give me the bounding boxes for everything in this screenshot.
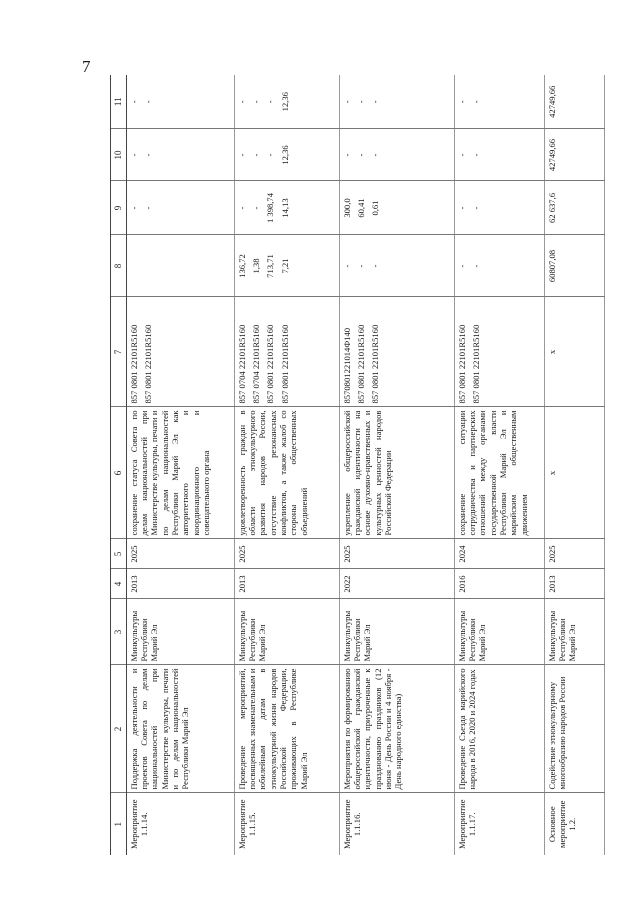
responsible-executor: Минкультуры Республики Марий Эл [454,599,544,665]
budget-code: 857 0704 22101R5160 [236,324,247,404]
amount-value: 12,36 [279,145,290,165]
budget-code: 857 0801 22101R5160 [370,324,381,404]
budget-code: 857 0801 22101R5160 [279,324,290,404]
amount-value: - [341,153,352,157]
header-col-6: 6 [111,407,127,539]
amount-value: - [456,100,467,104]
amount-value: - [236,100,247,104]
amount-value: - [341,264,352,268]
column-number-header [111,75,127,855]
header-col-1: 1 [111,793,127,855]
start-year: 2022 [339,569,454,599]
amount-value: - [356,153,367,157]
amount-value: - [356,264,367,268]
amount-col-11 [234,75,339,129]
amount-value: - [128,206,139,210]
budget-code: 857 0801 22101R5160 [356,324,367,404]
activity-name: Поддержка деятельности и проектов Совета по делам национальностей при Министерстве культуры, печати и по делам национальностей Республики Марий Эл [126,665,234,793]
amount-value: 1,38 [251,258,262,274]
amount-col-8 [544,235,604,297]
header-col-5: 5 [111,539,127,569]
amount-col-8 [234,235,339,297]
responsible-executor: Минкультуры Республики Марий Эл [234,599,339,665]
amount-col-10 [454,129,544,181]
amount-col-11 [126,75,234,129]
amount-value: - [356,100,367,104]
header-col-4: 4 [111,569,127,599]
amount-value: 300,0 [341,198,352,218]
amount-value: - [370,264,381,268]
activity-number: Мероприятие 1.1.15. [236,799,258,850]
amount-value: 42749,66 [546,138,557,172]
budget-code: 857 0801 22101R5160 [128,324,139,404]
header-col-11: 11 [111,75,127,129]
activity-name: Содействие этнокультурному многообразию народов России [544,665,604,793]
amount-col-10 [544,129,604,181]
table-row [234,75,339,855]
end-year: 2024 [454,539,544,569]
amount-value: - [236,206,247,210]
expected-result: удовлетворенность граждан в области этнокультурного развития народов России, отсутствие резонансных конфликтов, а также жалоб со стороны общественных объединений [234,407,339,539]
amount-value: 60807,08 [546,249,557,283]
amount-value: 713,71 [265,254,276,278]
amount-value: 1 398,74 [265,192,276,224]
amount-value: - [471,206,482,210]
header-col-8: 8 [111,235,127,297]
activity-name: Мероприятия по формированию общероссийской гражданской идентичности, приуроченные к празднованию праздников (12 июня - День России и 4 ноября - День народного единства) [339,665,454,793]
amount-col-10 [234,129,339,181]
activity-number: Мероприятие 1.1.17. [456,799,478,850]
budget-code: 857 0801 22101R5160 [456,324,467,404]
end-year: 2025 [544,539,604,569]
start-year: 2013 [234,569,339,599]
amount-col-9 [126,181,234,235]
amount-value: - [251,100,262,104]
amount-value: - [143,100,154,104]
amount-value: 12,36 [279,92,290,112]
start-year: 2016 [454,569,544,599]
budget-classification-codes [454,297,544,407]
activity-number: Мероприятие 1.1.14. [128,799,150,850]
amount-value: - [370,100,381,104]
amount-value: - [456,206,467,210]
responsible-executor: Минкультуры Республики Марий Эл [126,599,234,665]
header-col-7: 7 [111,297,127,407]
start-year: 2013 [126,569,234,599]
amount-value: - [471,264,482,268]
amount-value: - [370,153,381,157]
budget-code: 857 0801 22101R5160 [471,324,482,404]
budget-classification-codes [339,297,454,407]
budget-code: 857 0801 22101R5160 [143,324,154,404]
amount-col-8 [454,235,544,297]
amount-col-10 [339,129,454,181]
expected-result: укрепление общероссийской гражданской идентичности на основе духовно-нравственных и культурных ценностей народов Российской Федерации [339,407,454,539]
budget-classification-codes [234,297,339,407]
amount-value: - [471,153,482,157]
amount-value: 62 637,6 [546,192,557,224]
amount-col-9 [454,181,544,235]
budget-code: x [546,349,557,355]
budget-code: 857 0704 22101R5160 [251,324,262,404]
header-col-3: 3 [111,599,127,665]
end-year: 2025 [126,539,234,569]
table-row [339,75,454,855]
amount-value: - [143,153,154,157]
amount-value: - [471,100,482,104]
amount-col-9 [339,181,454,235]
activity-number: Основное мероприятие 1.2. [546,800,578,848]
amount-col-9 [544,181,604,235]
table-row [544,75,604,855]
amount-value: 0,61 [370,200,381,216]
header-col-9: 9 [111,181,127,235]
budget-classification-codes [544,297,604,407]
activity-name: Проведение Съезда марийского народа в 2016, 2020 и 2024 годах [454,665,544,793]
amount-col-11 [544,75,604,129]
activity-number: Мероприятие 1.1.16. [341,799,363,850]
amount-col-11 [454,75,544,129]
amount-value: - [251,153,262,157]
amount-col-8 [126,235,234,297]
page-number: 7 [82,57,91,76]
expected-result: сохранение статуса Совета по делам национальностей при Министерстве культуры, печати и по делам национальностей Республики Марий Эл как авторитетного и координационного и совещательного органа [126,407,234,539]
header-col-2: 2 [111,665,127,793]
program-activities-table [110,75,605,855]
amount-value: - [341,100,352,104]
responsible-executor: Минкультуры Республики Марий Эл [544,599,604,665]
amount-value: - [456,153,467,157]
responsible-executor: Минкультуры Республики Марий Эл [339,599,454,665]
activity-name: Проведение мероприятий, посвященных знаменательным и юбилейным датам в этнокультурной жизни народов Российской Федерации, проживающих в Республике Марий Эл [234,665,339,793]
amount-value: 60,41 [356,198,367,218]
amount-col-8 [339,235,454,297]
amount-value: - [265,100,276,104]
budget-classification-codes [126,297,234,407]
amount-value: - [456,264,467,268]
budget-code: 8570801221014Ф140 [341,327,352,404]
amount-value: 136,72 [236,254,247,278]
rotated-table-sheet [110,75,615,855]
amount-value: - [128,153,139,157]
amount-value: - [236,153,247,157]
amount-col-10 [126,129,234,181]
start-year: 2013 [544,569,604,599]
amount-value: 7,21 [279,258,290,274]
amount-col-9 [234,181,339,235]
amount-value: - [128,100,139,104]
table-row [126,75,234,855]
amount-value: - [143,206,154,210]
amount-value: 14,13 [279,198,290,218]
expected-result: сохранение ситуации сотрудничества и партнерских отношений между органами государственной власти Республики Марий Эл и марийским общественным движением [454,407,544,539]
end-year: 2025 [339,539,454,569]
header-col-10: 10 [111,129,127,181]
table-row [454,75,544,855]
amount-value: - [251,206,262,210]
expected-result: x [544,407,604,539]
amount-value: 42749,66 [546,85,557,118]
end-year: 2025 [234,539,339,569]
amount-value: - [265,153,276,157]
amount-col-11 [339,75,454,129]
budget-code: 857 0801 22101R5160 [265,324,276,404]
